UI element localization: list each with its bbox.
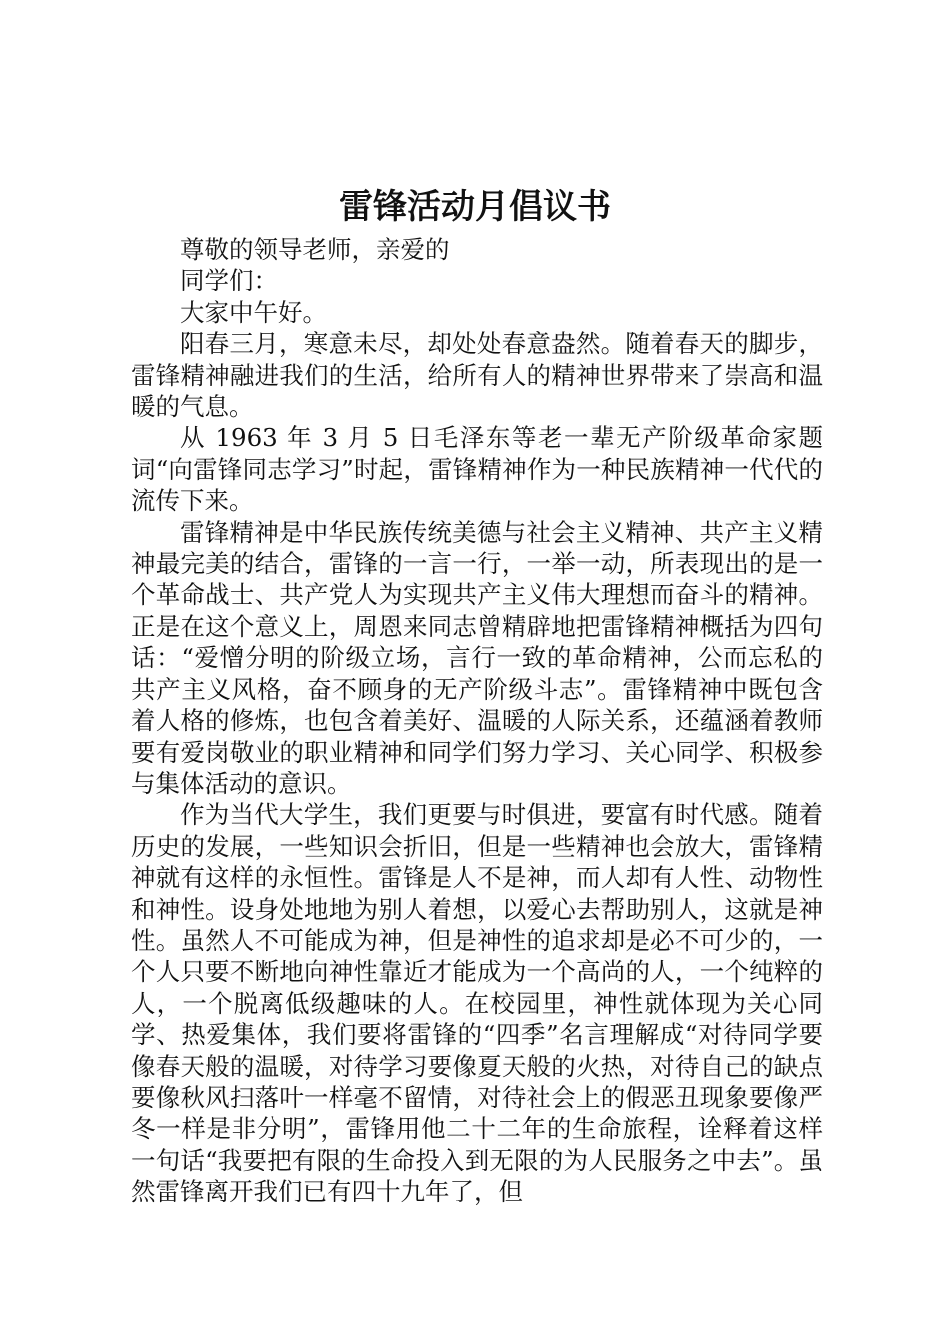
document-title: 雷锋活动月倡议书 [339,187,611,227]
paragraph-greeting: 大家中午好。 [180,297,327,327]
paragraph-salutation-2: 同学们： [180,266,278,296]
paragraph-students: 作为当代大学生，我们更要与时俱进，要富有时代感。随着历史的发展，一些知识会折旧，但是一些精神也会放大，雷锋精神就有这样的永恒性。雷锋是人不是神，而人却有人性、动物性和神性。设身处地地为别人着想，以爱心去帮助别人，这就是神性。虽然人不可能成为神，但是神性的追求却是必不可少的，一个人只要不断地向神性靠近才能成为一个高尚的人，一个纯粹的人，一个脱离低级趣味的人。在校园里，神性就体现为关心同学、热爱集体，我们要将雷锋的“四季”名言理解成“对待同学要像春天般的温暖，对待学习要像夏天般的火热，对待自己的缺点要像秋风扫落叶一样毫不留情，对待社会上的假恶丑现象要像严冬一样是非分明”，雷锋用他二十二年的生命旅程，诠释着这样一句话“我要把有限的生命投入到无限的为人民服务之中去”。虽然雷锋离开我们已有四十九年了，但 [131,800,823,1207]
paragraph-history: 从 1963 年 3 月 5 日毛泽东等老一辈无产阶级革命家题词“向雷锋同志学习”时起，雷锋精神作为一种民族精神一代代的流传下来。 [131,423,823,516]
paragraph-spring: 阳春三月，寒意未尽，却处处春意盎然。随着春天的脚步，雷锋精神融进我们的生活，给所有人的精神世界带来了崇高和温暖的气息。 [131,329,823,422]
paragraph-salutation-1: 尊敬的领导老师，亲爱的 [180,235,450,264]
paragraph-spirit: 雷锋精神是中华民族传统美德与社会主义精神、共产主义精神最完美的结合，雷锋的一言一行，一举一动，所表现出的是一个革命战士、共产党人为实现共产主义伟大理想而奋斗的精神。正是在这个意义上，周恩来同志曾精辟地把雷锋精神概括为四句话：“爱憎分明的阶级立场，言行一致的革命精神，公而忘私的共产主义风格，奋不顾身的无产阶级斗志”。雷锋精神中既包含着人格的修炼，也包含着美好、温暖的人际关系，还蕴涵着教师要有爱岗敬业的职业精神和同学们努力学习、关心同学、积极参与集体活动的意识。 [131,517,823,798]
document-body [131,234,823,1208]
